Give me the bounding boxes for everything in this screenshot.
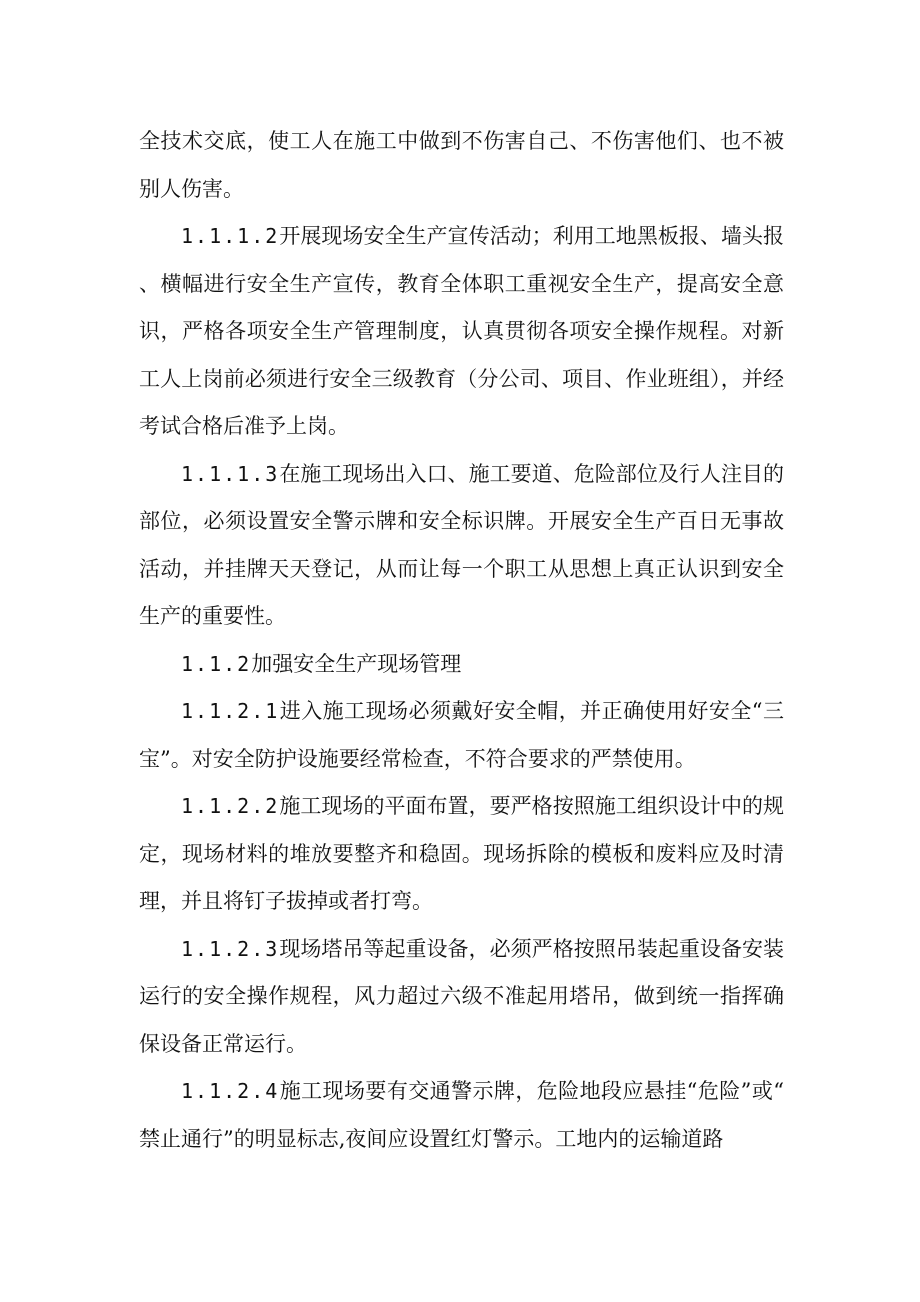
paragraph <box>139 926 784 1069</box>
paragraph-text: 进入施工现场必须戴好安全帽，并正确使用好安全“三宝”。对安全防护设施要经常检查，不符合要求的严禁使用。 <box>139 699 784 771</box>
paragraph <box>139 1068 784 1163</box>
section-number: 1.1.2.1 <box>181 699 280 723</box>
paragraph-text: 开展现场安全生产宣传活动；利用工地黑板报、墙头报、横幅进行安全生产宣传，教育全体职工重视安全生产，提高安全意识，严格各项安全生产管理制度，认真贯彻各项安全操作规程。对新工人上岗前必须进行安全三级教育（分公司、项目、作业班组），并经考试合格后准予上岗。 <box>139 224 784 438</box>
paragraph <box>139 118 784 213</box>
document-body <box>139 118 784 1163</box>
paragraph-text: 全技术交底，使工人在施工中做到不伤害自己、不伤害他们、也不被别人伤害。 <box>139 129 784 201</box>
paragraph-text: 施工现场要有交通警示牌，危险地段应悬挂“危险”或“禁止通行”的明显标志,夜间应设置红灯警示。工地内的运输道路 <box>139 1079 784 1151</box>
paragraph <box>139 213 784 451</box>
section-number: 1.1.2.2 <box>181 794 280 818</box>
section-number: 1.1.1.3 <box>181 461 280 486</box>
paragraph-text: 在施工现场出入口、施工要道、危险部位及行人注目的部位，必须设置安全警示牌和安全标识牌。开展安全生产百日无事故活动，并挂牌天天登记，从而让每一个职工从思想上真正认识到安全生产的重要性。 <box>139 461 784 628</box>
section-number: 1.1.2.3 <box>181 936 280 961</box>
paragraph-text: 施工现场的平面布置，要严格按照施工组织设计中的规定，现场材料的堆放要整齐和稳固。现场拆除的模板和废料应及时清理，并且将钉子拔掉或者打弯。 <box>139 794 784 913</box>
section-number: 1.1.2.4 <box>181 1079 280 1103</box>
section-heading <box>139 641 784 689</box>
paragraph <box>139 783 784 926</box>
heading-text: 加强安全生产现场管理 <box>251 651 462 676</box>
section-number: 1.1.2 <box>181 651 252 676</box>
paragraph <box>139 688 784 783</box>
section-number: 1.1.1.2 <box>181 224 280 248</box>
paragraph-text: 现场塔吊等起重设备，必须严格按照吊装起重设备安装运行的安全操作规程，风力超过六级不准起用塔吊，做到统一指挥确保设备正常运行。 <box>139 936 784 1056</box>
paragraph <box>139 451 784 641</box>
